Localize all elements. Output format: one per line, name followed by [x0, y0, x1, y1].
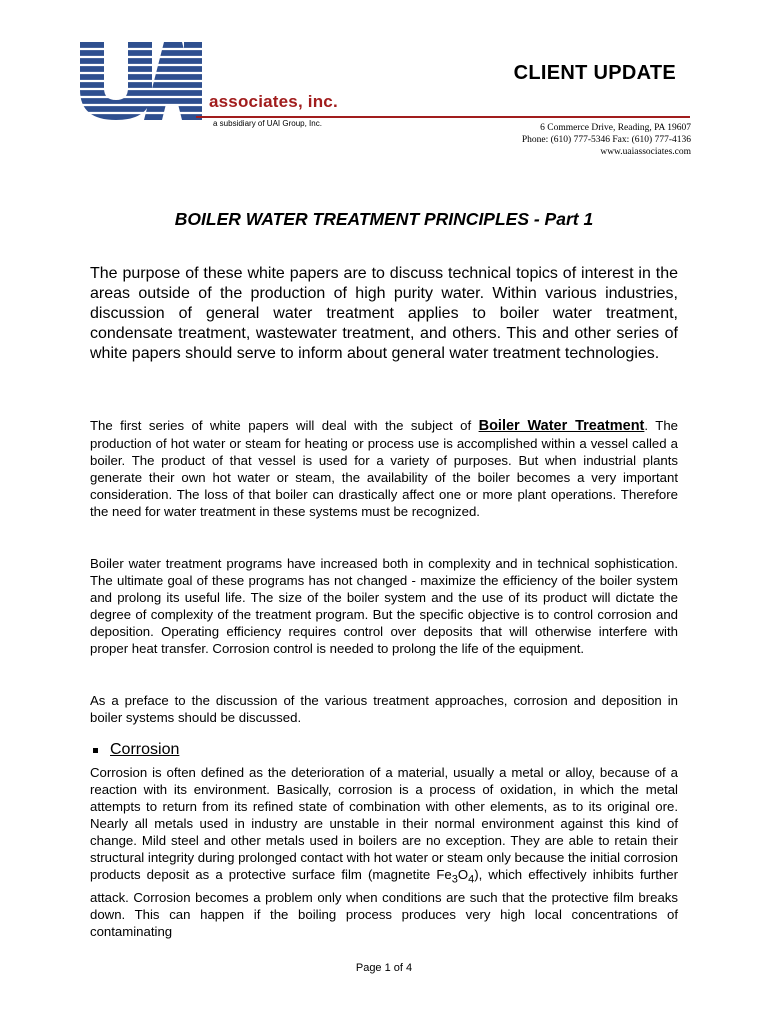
paragraph-1: [90, 417, 678, 520]
doc-type-heading: CLIENT UPDATE: [513, 62, 676, 84]
phone-line: Phone: (610) 777-5346 Fax: (610) 777-4136: [521, 135, 691, 145]
contact-block: [431, 122, 691, 158]
paragraph-1-rest: . The production of hot water or steam for heating or process use is accomplished within a vessel called a boiler. The product of that vessel is used for a variety of purposes. But when industrial plants generate their own hot water or steam, the availability of the boiler becomes a very important consideration. The loss of that boiler can drastically affect one or more plant operations. Therefore the need for water treatment in these systems must be recognized.: [90, 418, 678, 519]
oxygen-symbol: O: [457, 867, 469, 882]
boiler-water-treatment-heading: Boiler Water Treatment: [478, 418, 645, 434]
paragraph-2: Boiler water treatment programs have increased both in complexity and in technical sophistication. The ultimate goal of these programs has not changed - maximize the efficiency of the boiler system and prolong its useful life. The size of the boiler system and the use of its product will dictate the degree of complexity of the treatment program. But the specific objective is to control corrosion and deposition. Operating efficiency requires control over deposits that will otherwise interfere with proper heat transfer. Corrosion control is needed to prolong the life of the equipment.: [90, 556, 678, 656]
document-title: BOILER WATER TREATMENT PRINCIPLES - Part 1: [174, 209, 594, 229]
uai-logo: [78, 40, 203, 122]
corrosion-paragraph-rest: ), which effectively inhibits further attack. Corrosion becomes a problem only when conditions are such that the protective film breaks down. This can happen if the boiling process produces very high local concentrations of contaminating: [90, 867, 678, 939]
subscript-4: 4: [468, 873, 475, 886]
address-line: 6 Commerce Drive, Reading, PA 19607: [540, 123, 691, 133]
corrosion-heading-text: Corrosion: [110, 741, 180, 758]
page-number: Page 1 of 4: [355, 962, 413, 974]
subscript-3: 3: [451, 873, 458, 886]
subsidiary-note: a subsidiary of UAI Group, Inc.: [213, 119, 322, 128]
corrosion-paragraph: [90, 764, 678, 940]
company-name: associates, inc.: [209, 92, 338, 111]
paragraph-3: As a preface to the discussion of the various treatment approaches, corrosion and deposition in boiler systems should be discussed.: [90, 693, 678, 725]
paragraph-1-lead: The first series of white papers will deal with the subject of: [90, 418, 479, 433]
website-line: www.uaiassociates.com: [600, 147, 691, 157]
header-rule: [196, 116, 690, 118]
corrosion-section-heading: [90, 741, 179, 759]
corrosion-paragraph-lead: Corrosion is often defined as the deterioration of a material, usually a metal or alloy, because of a reaction with its environment. Basically, corrosion is a process of oxidation, in which the metal attempts to return from its refined state of combination with other elements, as to its original ore. Nearly all metals used in industry are unstable in their normal environment against this kind of change. Mild steel and other metals used in boilers are no exception. They are able to retain their structural integrity during prolonged contact with hot water or steam only because the initial corrosion products deposit as a protective surface film (magnetite Fe: [90, 765, 678, 882]
square-bullet-icon: [93, 748, 98, 753]
intro-paragraph: The purpose of these white papers are to discuss technical topics of interest in the areas outside of the production of high purity water. Within various industries, discussion of general water treatment applies to boiler water treatment, condensate treatment, wastewater treatment, and others. This and other series of white papers should serve to inform about general water treatment technologies.: [90, 265, 678, 362]
